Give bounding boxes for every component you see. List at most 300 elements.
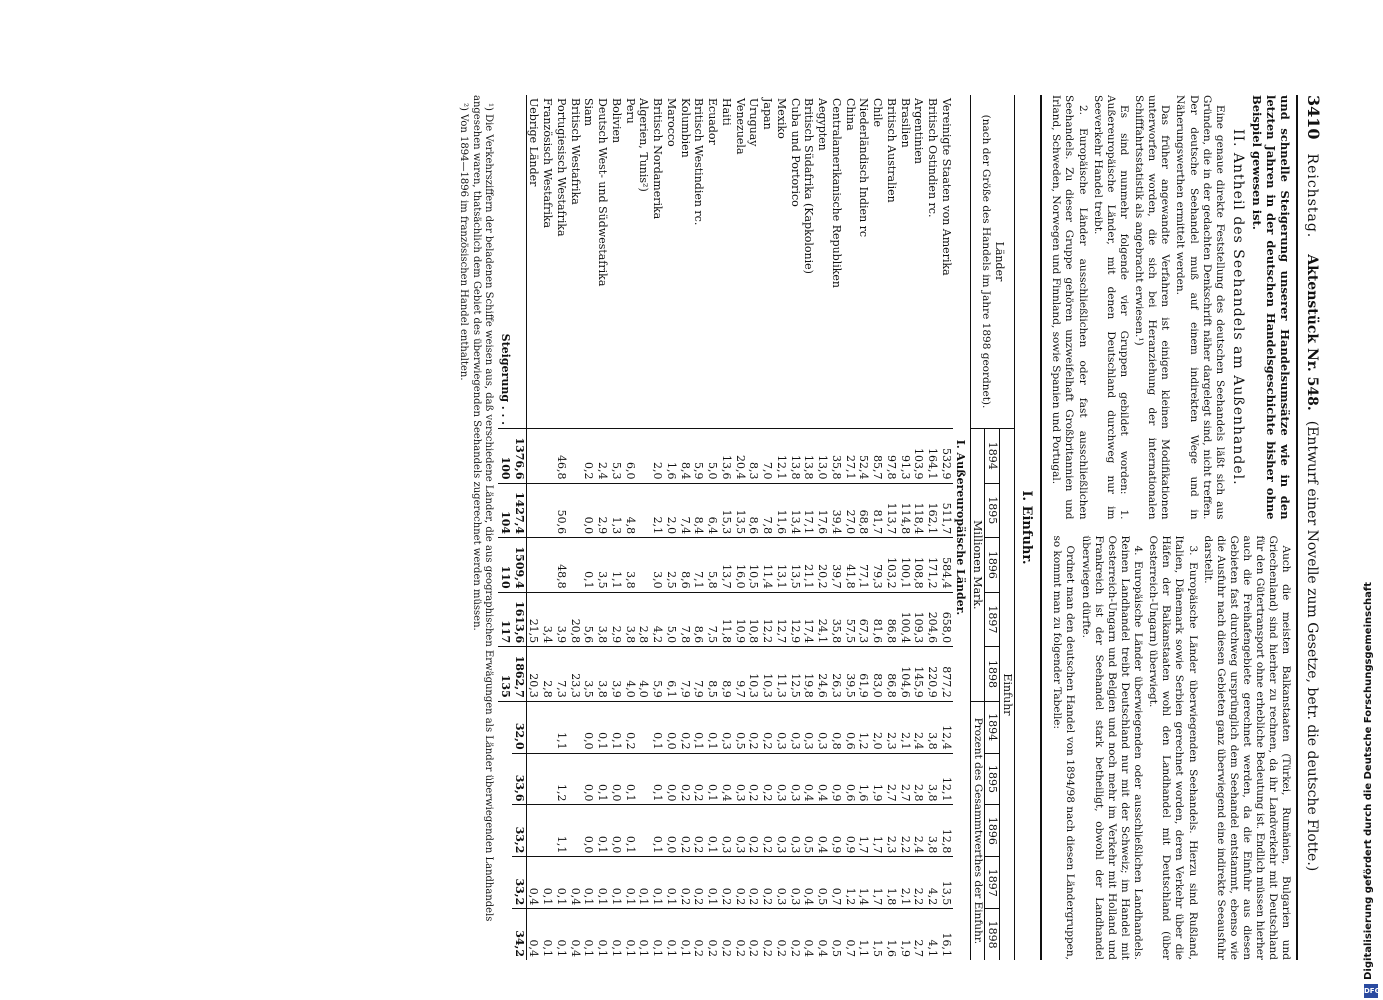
value-cell: 13,4 [788, 483, 802, 538]
percent-cell: 0,1 [637, 909, 651, 960]
percent-cell: 2,7 [884, 753, 898, 805]
value-cell: 5,9 [651, 647, 665, 702]
prose-columns [1047, 95, 1292, 960]
value-cell: 6,1 [664, 647, 678, 702]
paragraph: 3. Europäische Länder überwiegenden Seehandels. Hierzu sind Rußland, Italien, Dänemark sowie Serbien gerechnet worden, deren Verkehr über die Häfen der Balkanstaaten wohl den Landhandel mit Deutschland (über Oesterreich-Ungarn) überwiegt. [1147, 535, 1199, 960]
percent-cell: 0,1 [582, 857, 596, 909]
footnote: ¹) Die Verkehrsziffern der beladenen Schiffe weisen aus, daß verschiedene Länder, die aus geographischen Erwägungen als Länder überwiegenden Landhandels angesehen waren, thatsächlich dem Gebiet des überwiegenden Seehandels zugerechnet werden müssen. [470, 95, 495, 922]
value-cell: 12,5 [788, 647, 802, 702]
value-cell: 162,1 [926, 483, 940, 538]
value-cell: 48,8 [554, 538, 568, 593]
value-cell: 97,8 [884, 429, 898, 484]
percent-cell: 2,1 [898, 701, 912, 753]
page-header [1297, 95, 1324, 960]
value-cell: 3,0 [651, 538, 665, 593]
value-cell: 7,5 [706, 592, 720, 647]
percent-cell: 3,8 [926, 701, 940, 753]
percent-cell: 1,1 [554, 701, 568, 753]
value-cell: 3,8 [623, 538, 637, 593]
percent-cell: 0,2 [788, 909, 802, 960]
year-header: 1897 [985, 857, 1000, 909]
value-cell [637, 538, 651, 593]
percent-cell: 0,2 [733, 857, 747, 909]
value-cell: 7,9 [692, 647, 706, 702]
percent-cell: 2,7 [912, 909, 926, 960]
year-header: 1895 [985, 483, 1000, 538]
value-cell: 3,4 [541, 592, 555, 647]
table-row [596, 95, 610, 960]
percent-cell: 0,1 [554, 857, 568, 909]
value-cell: 171,2 [926, 538, 940, 593]
percent-cell: 1,7 [857, 805, 871, 857]
percent-cell: 1,1 [857, 909, 871, 960]
percent-cell: 0,2 [623, 701, 637, 753]
percent-cell: 0,0 [609, 805, 623, 857]
paragraph: Ordnet man den deutschen Handel von 1894/98 nach diesen Ländergruppen, so kommt man zu folgender Tabelle: [1051, 535, 1077, 960]
running-title: Reichstag. [1304, 153, 1320, 239]
millionen-header: Millionen Mark. [970, 429, 985, 702]
percent-cell: 0,1 [623, 909, 637, 960]
value-cell: 2,4 [596, 429, 610, 484]
intro-paragraph: und schnelle Steigerung unserer Handelsumsätze wie in den letzten Jahren in der deutschen Handelsgeschichte bisher ohne Beispiel gewesen ist. [1249, 95, 1293, 520]
percent-cell: 0,1 [623, 753, 637, 805]
value-cell: 86,8 [884, 592, 898, 647]
import-table [498, 95, 1015, 960]
value-cell [568, 538, 582, 593]
value-cell: 5,9 [692, 429, 706, 484]
digitization-credit [1359, 0, 1383, 1000]
value-cell: 10,8 [747, 592, 761, 647]
dfg-logo: DFG [1364, 984, 1378, 998]
value-cell: 24,1 [816, 592, 830, 647]
value-cell: 7,0 [761, 429, 775, 484]
percent-cell: 0,4 [568, 909, 582, 960]
percent-cell: 0,6 [843, 701, 857, 753]
table-row [541, 95, 555, 960]
table-row [884, 95, 898, 960]
year-header: 1896 [985, 805, 1000, 857]
value-cell: 2,8 [541, 647, 555, 702]
percent-cell: 0,1 [651, 857, 665, 909]
percent-cell [568, 805, 582, 857]
percent-cell: 0,8 [829, 701, 843, 753]
year-header: 1898 [985, 909, 1000, 960]
value-cell: 41,8 [843, 538, 857, 593]
percent-cell: 1,9 [898, 909, 912, 960]
year-header: 1895 [985, 753, 1000, 805]
table-row [719, 95, 733, 960]
year-header: 1896 [985, 538, 1000, 593]
country-name: Britisch Westafrika [568, 98, 582, 205]
value-cell [541, 429, 555, 484]
value-cell: 17,4 [802, 592, 816, 647]
percent-cell: 3,8 [926, 805, 940, 857]
country-name: Peru [623, 98, 637, 124]
percent-cell: 1,9 [871, 753, 885, 805]
percent-cell: 0,0 [609, 753, 623, 805]
percent-cell [568, 701, 582, 753]
value-cell: 877,2 [939, 647, 953, 702]
percent-cell [526, 753, 540, 805]
table-row [912, 95, 926, 960]
percent-cell: 0,1 [664, 857, 678, 909]
percent-cell: 1,2 [843, 857, 857, 909]
percent-cell [568, 753, 582, 805]
table-row [761, 95, 775, 960]
percent-cell: 0,7 [843, 909, 857, 960]
value-cell: 13,8 [802, 429, 816, 484]
steigerung-cell: 100 [498, 429, 512, 484]
value-cell: 109,3 [912, 592, 926, 647]
value-cell: 21,5 [526, 592, 540, 647]
value-cell: 0,2 [582, 429, 596, 484]
percent-cell: 0,2 [747, 857, 761, 909]
total-cell: 33,2 [512, 805, 526, 857]
percent-cell: 2,2 [912, 857, 926, 909]
value-cell: 145,9 [912, 647, 926, 702]
percent-cell: 0,9 [843, 805, 857, 857]
percent-cell: 0,4 [802, 857, 816, 909]
table-row [857, 95, 871, 960]
steigerung-cell: 110 [498, 538, 512, 593]
value-cell: 104,6 [898, 647, 912, 702]
percent-cell: 1,4 [857, 857, 871, 909]
year-header: 1894 [985, 701, 1000, 753]
value-cell: 8,6 [747, 483, 761, 538]
percent-cell: 0,3 [802, 701, 816, 753]
value-cell: 8,6 [692, 592, 706, 647]
value-cell: 103,2 [884, 538, 898, 593]
percent-cell: 0,2 [692, 753, 706, 805]
percent-cell: 0,2 [692, 857, 706, 909]
country-name: Haiti [720, 98, 733, 126]
section-title: II. Antheil des Seehandels am Außenhandel. [1230, 128, 1247, 486]
value-cell: 50,6 [554, 483, 568, 538]
percent-cell: 1,2 [554, 753, 568, 805]
percent-cell: 4,1 [926, 909, 940, 960]
value-cell: 3,8 [596, 647, 610, 702]
percent-cell: 0,1 [609, 909, 623, 960]
percent-cell: 0,2 [719, 857, 733, 909]
percent-cell: 2,0 [871, 701, 885, 753]
percent-cell: 0,1 [541, 909, 555, 960]
table-row [939, 95, 953, 960]
value-cell: 81,7 [871, 483, 885, 538]
value-cell: 164,1 [926, 429, 940, 484]
value-cell: 91,3 [898, 429, 912, 484]
country-name: Argentinien [912, 98, 926, 164]
value-cell: 220,9 [926, 647, 940, 702]
value-cell: 4,0 [637, 647, 651, 702]
percent-cell: 0,9 [829, 805, 843, 857]
percent-cell: 0,1 [651, 909, 665, 960]
paragraph: Es sind nunmehr folgende vier Gruppen gebildet worden: 1. Außereuropäische Länder, mit denen Deutschland durchweg nur im Seeverkehr Handel treibt. [1091, 95, 1130, 520]
value-cell: 11,8 [719, 592, 733, 647]
percent-cell: 0,3 [719, 701, 733, 753]
value-cell: 584,4 [939, 538, 953, 593]
percent-cell: 0,2 [747, 909, 761, 960]
percent-cell: 1,8 [884, 857, 898, 909]
year-header: 1898 [985, 647, 1000, 702]
total-cell: 33,6 [512, 753, 526, 805]
country-name: Brasilien [898, 98, 912, 148]
percent-cell: 0,2 [692, 909, 706, 960]
percent-cell: 0,1 [651, 701, 665, 753]
table-title: I. Einfuhr. [1019, 490, 1035, 565]
percent-cell: 0,1 [706, 805, 720, 857]
percent-cell: 0,3 [774, 805, 788, 857]
value-cell: 2,0 [651, 429, 665, 484]
country-name: Chile [871, 98, 885, 128]
table-row [554, 95, 568, 960]
percent-cell: 0,1 [596, 753, 610, 805]
year-header: 1894 [985, 429, 1000, 484]
country-name: Britisch Australien [885, 98, 898, 203]
percent-cell: 0,3 [788, 753, 802, 805]
table-row [678, 95, 692, 960]
value-cell: 3,8 [596, 592, 610, 647]
percent-cell: 0,1 [623, 857, 637, 909]
footnotes [457, 95, 495, 960]
value-cell: 11,4 [761, 538, 775, 593]
group-label: I. Außereuropäische Länder. [953, 439, 967, 616]
value-cell: 8,4 [678, 429, 692, 484]
paragraph: Das früher angewandte Verfahren ist einigen kleinen Modifikationen unterworfen worden, die sich bei Heranziehung der internationalen Schifffahrtsstatistik als angebracht erwiesen.¹) [1133, 95, 1172, 520]
value-cell: 2,9 [596, 483, 610, 538]
percent-cell: 0,0 [664, 701, 678, 753]
percent-cell: 0,1 [609, 701, 623, 753]
percent-cell [541, 805, 555, 857]
value-cell: 0,0 [582, 483, 596, 538]
value-cell: 7,9 [678, 647, 692, 702]
percent-cell: 0,2 [761, 857, 775, 909]
value-cell: 8,4 [692, 483, 706, 538]
value-cell [568, 483, 582, 538]
value-cell: 20,2 [816, 538, 830, 593]
value-cell [526, 538, 540, 593]
value-cell: 3,5 [596, 538, 610, 593]
value-cell: 1,6 [664, 429, 678, 484]
lander-header-cell [970, 95, 1014, 429]
value-cell: 39,4 [829, 483, 843, 538]
table-row [651, 95, 665, 960]
percent-cell: 0,2 [747, 753, 761, 805]
country-name: Niederländisch Indien rc [857, 98, 871, 238]
percent-cell: 0,4 [816, 805, 830, 857]
steigerung-cell: 117 [498, 592, 512, 647]
percent-cell: 0,4 [802, 909, 816, 960]
table-row [623, 95, 637, 960]
value-cell: 658,0 [939, 592, 953, 647]
value-cell: 23,3 [568, 647, 582, 702]
percent-cell: 0,4 [719, 753, 733, 805]
value-cell: 103,9 [912, 429, 926, 484]
country-name: Britisch Ostindien rc. [926, 98, 940, 218]
value-cell: 10,5 [747, 538, 761, 593]
value-cell: 11,6 [774, 483, 788, 538]
steigerung-cell: 104 [498, 483, 512, 538]
value-cell: 20,4 [733, 429, 747, 484]
value-cell [637, 483, 651, 538]
percent-cell: 0,9 [829, 753, 843, 805]
steigerung-label: Steigerung . . . [499, 333, 512, 425]
lander-header: Länder [992, 241, 1006, 282]
table-row [747, 95, 761, 960]
value-cell [568, 429, 582, 484]
percent-cell: 13,5 [939, 857, 953, 909]
percent-cell: 0,2 [747, 701, 761, 753]
value-cell: 86,8 [884, 647, 898, 702]
table-row [637, 95, 651, 960]
value-cell: 27,1 [843, 429, 857, 484]
percent-cell: 0,2 [719, 909, 733, 960]
value-cell: 3,8 [623, 592, 637, 647]
country-name: Ecuador [706, 98, 720, 145]
percent-cell: 0,2 [678, 701, 692, 753]
value-cell: 12,7 [774, 592, 788, 647]
value-cell: 68,8 [857, 483, 871, 538]
year-header: 1897 [985, 592, 1000, 647]
country-name: Portugiesisch Westafrika [555, 98, 568, 237]
percent-cell: 0,2 [761, 805, 775, 857]
percent-cell: 1,2 [857, 701, 871, 753]
percent-cell: 0,1 [596, 909, 610, 960]
value-cell: 8,3 [747, 429, 761, 484]
percent-cell: 2,4 [912, 701, 926, 753]
total-cell: 1376,6 [512, 429, 526, 484]
value-cell: 13,6 [719, 429, 733, 484]
percent-cell: 0,5 [802, 805, 816, 857]
value-cell: 100,1 [898, 538, 912, 593]
percent-cell: 0,2 [761, 753, 775, 805]
percent-cell [526, 701, 540, 753]
percent-cell: 0,3 [774, 753, 788, 805]
document-label: Aktenstück Nr. 548. [1304, 254, 1320, 411]
value-cell: 13,5 [733, 483, 747, 538]
percent-cell: 0,3 [788, 805, 802, 857]
value-cell: 67,3 [857, 592, 871, 647]
percent-cell: 1,1 [554, 805, 568, 857]
percent-cell [637, 701, 651, 753]
percent-cell: 2,2 [898, 805, 912, 857]
value-cell: 39,7 [829, 538, 843, 593]
percent-cell: 0,3 [788, 857, 802, 909]
total-cell: 34,2 [512, 909, 526, 960]
value-cell: 12,9 [788, 592, 802, 647]
value-cell: 2,9 [609, 592, 623, 647]
table-row [582, 95, 596, 960]
percent-cell: 1,7 [871, 857, 885, 909]
country-name: Aegypten [816, 98, 830, 151]
value-cell: 8,6 [678, 538, 692, 593]
paragraph: 4. Europäische Länder überwiegenden oder ausschließlichen Landhandels. Reinen Landhandel treibt Deutschland nur mit der Schweiz; im Handel mit Oesterreich-Ungarn und Belgien und noch mehr im Verkehr mit Holland und Frankreich ist der Seehandel stark betheiligt, obwohl der Landhandel überwiegen dürfte. [1079, 535, 1145, 960]
value-cell: 16,0 [733, 538, 747, 593]
percent-cell: 0,2 [747, 805, 761, 857]
value-cell: 24,6 [816, 647, 830, 702]
table-row [774, 95, 788, 960]
table-row [871, 95, 885, 960]
table-row [568, 95, 582, 960]
value-cell: 8,5 [706, 647, 720, 702]
percent-cell: 0,4 [526, 857, 540, 909]
country-name: Bolivien [610, 98, 623, 144]
value-cell: 6,0 [623, 429, 637, 484]
country-name: Marocco [665, 98, 678, 147]
country-name: Britisch Südafrika (Kapkolonie) [802, 98, 816, 274]
table-row [664, 95, 678, 960]
value-cell [526, 429, 540, 484]
value-cell: 2,5 [664, 538, 678, 593]
paragraph: 2. Europäische Länder ausschließlichen oder fast ausschließlichen Seehandels. Zu dieser Gruppe gehören unzweifelhaft Großbritannien und Irland, Schweden, Norwegen und Finnland, sowie Spanien und Portugal. [1050, 95, 1089, 520]
value-cell: 2,1 [651, 483, 665, 538]
percent-cell: 16,1 [939, 909, 953, 960]
value-cell: 4,8 [623, 483, 637, 538]
value-cell: 35,8 [829, 429, 843, 484]
value-cell: 13,1 [774, 538, 788, 593]
percent-cell: 1,5 [871, 909, 885, 960]
value-cell: 7,1 [692, 538, 706, 593]
percent-cell: 12,1 [939, 753, 953, 805]
table-row [788, 95, 802, 960]
percent-cell: 0,0 [582, 701, 596, 753]
percent-cell: 0,6 [843, 753, 857, 805]
value-cell: 12,1 [774, 429, 788, 484]
percent-cell: 0,1 [651, 805, 665, 857]
value-cell: 113,7 [884, 483, 898, 538]
country-name: Venezuela [733, 98, 747, 155]
value-cell: 20,3 [526, 647, 540, 702]
country-name: China [843, 98, 857, 131]
country-name: Kolumbien [678, 98, 692, 158]
value-cell: 13,5 [788, 538, 802, 593]
value-cell: 9,7 [733, 647, 747, 702]
percent-cell: 0,1 [541, 857, 555, 909]
percent-cell: 0,4 [568, 857, 582, 909]
empty-cell [498, 701, 512, 960]
value-cell: 17,1 [802, 483, 816, 538]
percent-cell: 2,3 [884, 805, 898, 857]
lander-subheader: (nach der Größe des Handels im Jahre 1898 geordnet). [980, 114, 993, 409]
percent-cell: 0,2 [774, 909, 788, 960]
steigerung-cell: 135 [498, 647, 512, 702]
value-cell: 204,6 [926, 592, 940, 647]
percent-cell: 2,8 [912, 753, 926, 805]
value-cell: 13,0 [816, 429, 830, 484]
value-cell: 3,9 [554, 592, 568, 647]
prozent-header: Prozent des Gesammtwerthes der Einfuhr. [970, 701, 985, 960]
percent-cell: 0,4 [802, 753, 816, 805]
percent-cell: 0,1 [554, 909, 568, 960]
value-cell: 52,4 [857, 429, 871, 484]
percent-cell: 0,1 [651, 753, 665, 805]
country-name: Mexiko [775, 98, 788, 139]
value-cell: 5,8 [706, 538, 720, 593]
table-row [706, 95, 720, 960]
percent-cell: 0,5 [733, 701, 747, 753]
country-name: Uruguay [747, 98, 761, 147]
total-row [512, 95, 526, 960]
table-row [733, 95, 747, 960]
table-row [816, 95, 830, 960]
table-body [498, 95, 970, 960]
country-name: Algerien, Tunis²) [637, 98, 651, 192]
percent-cell: 0,1 [609, 857, 623, 909]
country-name: Vereinigte Staaten von Amerika [940, 98, 953, 276]
value-cell [526, 483, 540, 538]
section-rule [1040, 95, 1042, 960]
value-cell: 3,9 [609, 647, 623, 702]
percent-cell: 0,0 [582, 805, 596, 857]
